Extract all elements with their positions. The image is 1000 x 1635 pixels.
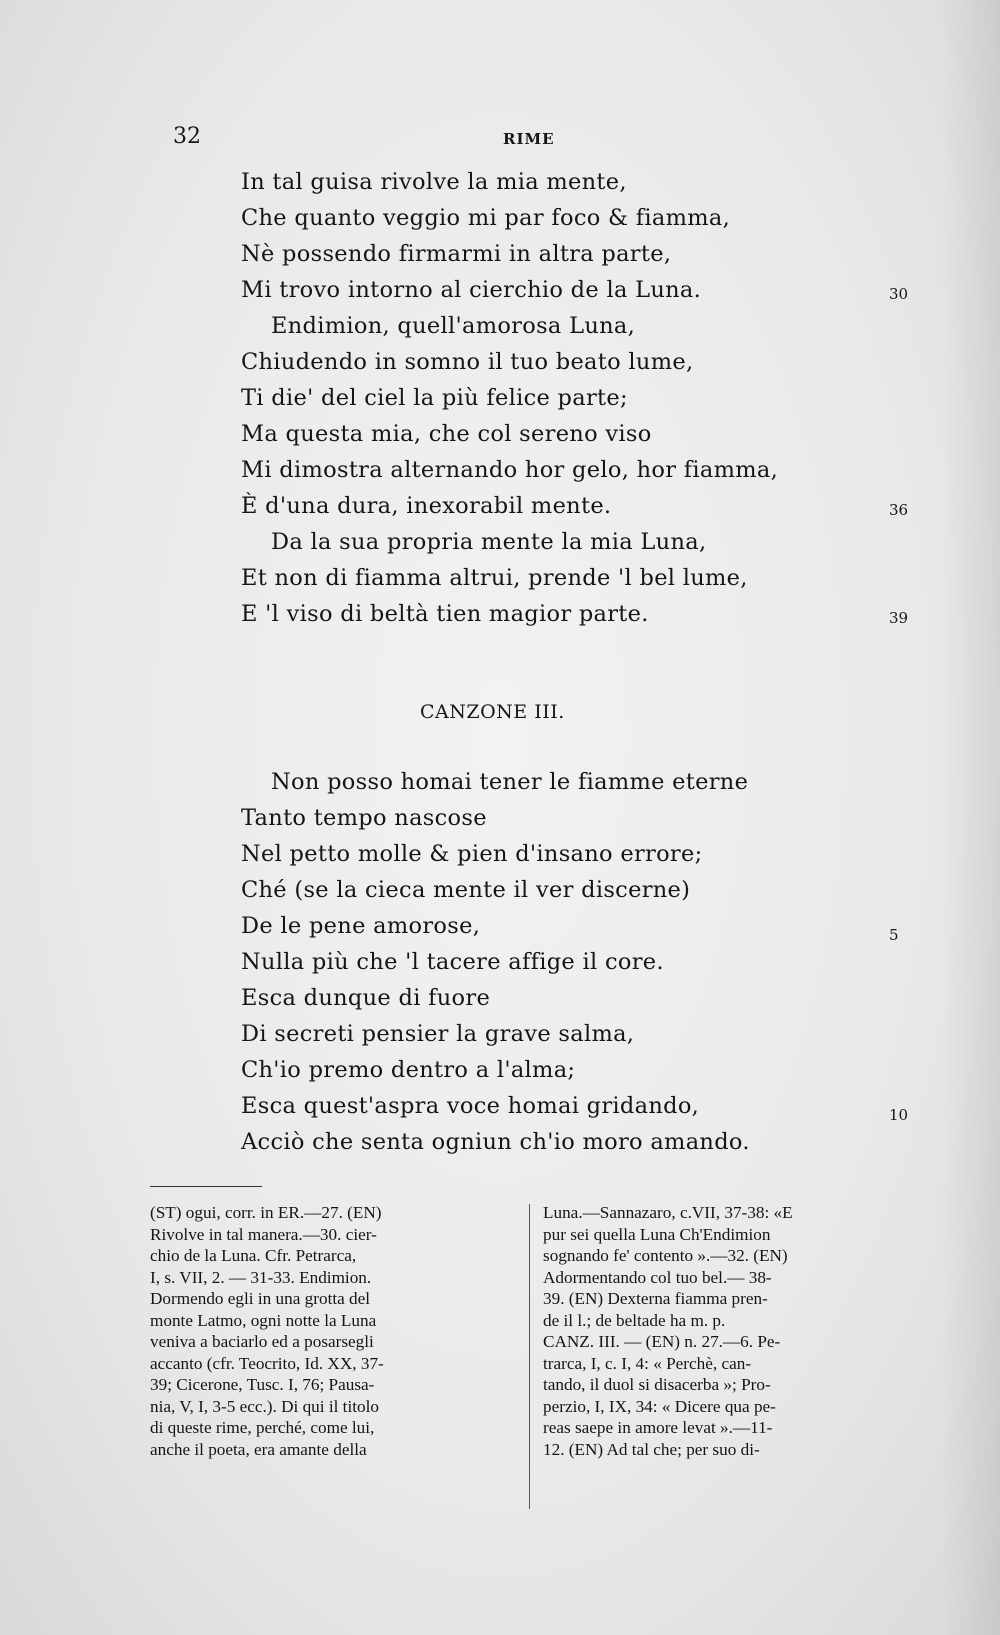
- running-head: RIME: [503, 130, 555, 148]
- verse-line: Nè possendo firmarmi in altra parte,: [241, 241, 672, 267]
- canzone-title: CANZONE III.: [420, 701, 565, 723]
- line-number: 10: [889, 1106, 909, 1124]
- verse-line: Mi trovo intorno al cierchio de la Luna.: [241, 277, 702, 303]
- column-divider: [529, 1204, 530, 1509]
- footnote-line: veniva a baciarlo ed a posarsegli: [150, 1332, 374, 1351]
- footnote-line: (ST) ogui, corr. in ER.—27. (EN): [150, 1203, 382, 1222]
- verse-line: Da la sua propria mente la mia Luna,: [271, 529, 707, 555]
- verse-line: È d'una dura, inexorabil mente.: [241, 493, 612, 519]
- line-number: 30: [889, 285, 909, 303]
- footnote-line: di queste rime, perché, come lui,: [150, 1418, 375, 1437]
- footnote-line: 12. (EN) Ad tal che; per suo di-: [543, 1439, 760, 1459]
- footnote-line: Luna.—Sannazaro, c.VII, 37-38: «E: [543, 1203, 793, 1222]
- footnotes: [150, 1202, 910, 1592]
- footnote-line: reas saepe in amore levat ».—11-: [543, 1418, 773, 1437]
- footnote-line: accanto (cfr. Teocrito, Id. XX, 37-: [150, 1353, 384, 1373]
- footnote-rule: [150, 1186, 262, 1187]
- verse-line: Nulla più che 'l tacere affige il core.: [241, 949, 664, 975]
- footnote-line: tando, il duol si disacerba »; Pro-: [543, 1375, 771, 1394]
- footnote-line: de il l.; de beltade ha m. p.: [543, 1310, 726, 1330]
- page-header: [173, 124, 873, 154]
- footnote-line: chio de la Luna. Cfr. Petrarca,: [150, 1246, 357, 1265]
- footnote-column-right: [543, 1202, 913, 1460]
- verse-line: Chiudendo in somno il tuo beato lume,: [241, 349, 694, 375]
- verse-line: Et non di fiamma altrui, prende 'l bel lume,: [241, 565, 748, 591]
- verse-line: In tal guisa rivolve la mia mente,: [241, 169, 627, 195]
- verse-line: Ti die' del ciel la più felice parte;: [241, 385, 628, 411]
- verse-line: Acciò che senta ogniun ch'io moro amando.: [241, 1129, 750, 1155]
- footnote-line: nia, V, I, 3-5 ecc.). Di qui il titolo: [150, 1396, 379, 1416]
- verse-line: Nel petto molle & pien d'insano errore;: [241, 841, 703, 867]
- page-number: 32: [173, 124, 201, 149]
- line-number: 5: [889, 926, 899, 944]
- footnote-line: 39; Cicerone, Tusc. I, 76; Pausa-: [150, 1375, 375, 1394]
- verse-line: Non posso homai tener le fiamme eterne: [271, 769, 749, 795]
- line-number: 36: [889, 501, 909, 519]
- verse-line: Endimion, quell'amorosa Luna,: [271, 313, 636, 339]
- verse-line: E 'l viso di beltà tien magior parte.: [241, 601, 649, 627]
- verse-line: Tanto tempo nascose: [241, 805, 487, 831]
- verse-line: Che quanto veggio mi par foco & fiamma,: [241, 205, 731, 231]
- page-edge-shadow: [940, 0, 1000, 1635]
- canzone-stanza: [241, 764, 881, 1160]
- footnote-line: CANZ. III. — (EN) n. 27.—6. Pe-: [543, 1332, 781, 1351]
- footnote-line: I, s. VII, 2. — 31-33. Endimion.: [150, 1267, 372, 1287]
- footnote-line: monte Latmo, ogni notte la Luna: [150, 1310, 377, 1330]
- footnote-line: Adormentando col tuo bel.— 38-: [543, 1267, 772, 1287]
- footnote-line: Dormendo egli in una grotta del: [150, 1289, 371, 1308]
- verse-line: Esca quest'aspra voce homai gridando,: [241, 1093, 700, 1119]
- footnote-line: 39. (EN) Dexterna fiamma pren-: [543, 1289, 768, 1308]
- footnote-column-left: [150, 1202, 513, 1460]
- verse-line: De le pene amorose,: [241, 913, 481, 939]
- verse-line: Ma questa mia, che col sereno viso: [241, 421, 652, 447]
- line-number: 39: [889, 609, 909, 627]
- verse-line: Esca dunque di fuore: [241, 985, 491, 1011]
- sestina-stanza: [241, 164, 881, 632]
- footnote-line: perzio, I, IX, 34: « Dicere qua pe-: [543, 1396, 776, 1416]
- verse-line: Ché (se la cieca mente il ver discerne): [241, 877, 691, 903]
- footnote-line: anche il poeta, era amante della: [150, 1439, 367, 1459]
- verse-line: Mi dimostra alternando hor gelo, hor fiamma,: [241, 457, 779, 483]
- footnote-line: sognando fe' contento ».—32. (EN): [543, 1246, 788, 1265]
- verse-line: Ch'io premo dentro a l'alma;: [241, 1057, 576, 1083]
- footnote-line: trarca, I, c. I, 4: « Perchè, can-: [543, 1353, 752, 1373]
- footnote-line: Rivolve in tal manera.—30. cier-: [150, 1224, 377, 1244]
- verse-line: Di secreti pensier la grave salma,: [241, 1021, 635, 1047]
- footnote-line: pur sei quella Luna Ch'Endimion: [543, 1224, 771, 1244]
